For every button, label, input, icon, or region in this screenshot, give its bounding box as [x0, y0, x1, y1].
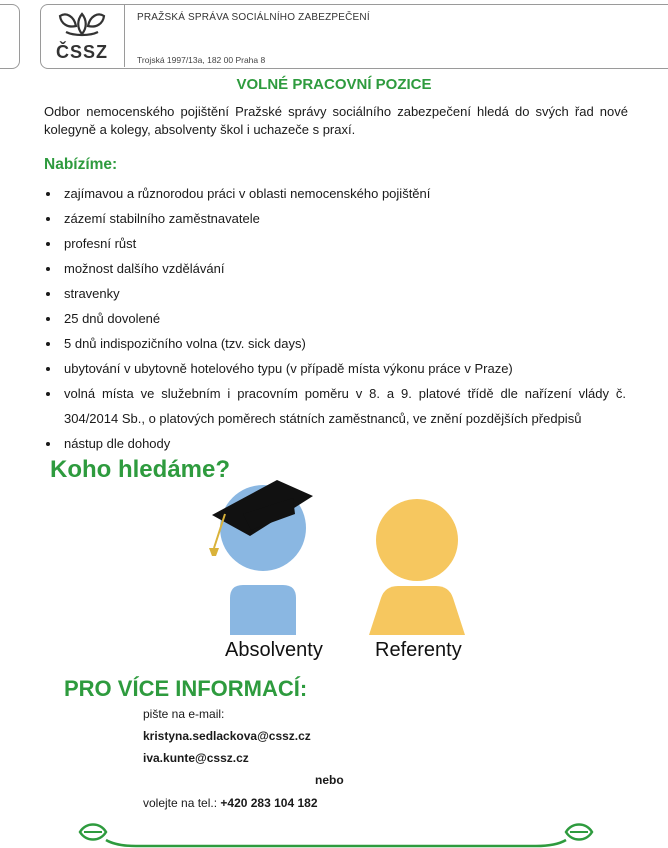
phone-number[interactable]: +420 283 104 182: [220, 796, 318, 810]
benefits-list: [44, 181, 626, 456]
footer-ornament: [76, 818, 596, 848]
email-link-2[interactable]: iva.kunte@cssz.cz: [143, 751, 249, 765]
referent-person-icon: [369, 499, 465, 635]
referents-label: Referenty: [375, 639, 462, 661]
list-item: nástup dle dohody: [44, 431, 626, 456]
people-illustration: [195, 470, 485, 635]
seeking-heading: Koho hledáme?: [50, 456, 231, 483]
logo-text: ČSSZ: [55, 42, 108, 62]
right-leaf-icon: [566, 825, 592, 840]
footer-line: [106, 840, 566, 846]
list-item: ubytování v ubytovně hotelového typu (v případě místa výkonu práce v Praze): [44, 356, 626, 381]
list-item: zajímavou a různorodou práci v oblasti nemocenského pojištění: [44, 181, 626, 206]
email-link-1[interactable]: kristyna.sedlackova@cssz.cz: [143, 729, 311, 743]
page-title: VOLNÉ PRACOVNÍ POZICE: [236, 76, 432, 93]
list-item: možnost dalšího vzdělávání: [44, 256, 626, 281]
list-item: 25 dnů dovolené: [44, 306, 626, 331]
list-item: volná místa ve služebním i pracovním poměru v 8. a 9. platové třídě dle nařízení vlády č. 304/2014 Sb., o platových poměrech státních zaměstnanců, ve znění pozdějších předpisů: [44, 381, 626, 431]
list-item: zázemí stabilního zaměstnavatele: [44, 206, 626, 231]
organization-address: Trojská 1997/13a, 182 00 Praha 8: [137, 55, 266, 65]
cssz-logo: [52, 10, 112, 64]
or-text: nebo: [315, 773, 344, 787]
list-item: 5 dnů indispozičního volna (tzv. sick days): [44, 331, 626, 356]
list-item: profesní růst: [44, 231, 626, 256]
phone-prompt: volejte na tel.:: [143, 796, 218, 810]
intro-paragraph: Odbor nemocenského pojištění Pražské správy sociálního zabezpečení hledá do svých řad nové kolegyně a kolegy, absolventy škol i uchazeče s praxí.: [44, 104, 628, 137]
header-divider: [124, 4, 125, 67]
email-prompt: pište na e-mail:: [143, 707, 225, 721]
organization-name: PRAŽSKÁ SPRÁVA SOCIÁLNÍHO ZABEZPEČENÍ: [137, 12, 370, 23]
header-left-frame: [0, 4, 20, 69]
phone-line: [143, 796, 318, 810]
left-leaf-icon: [80, 825, 106, 840]
graduates-label: Absolventy: [225, 639, 323, 661]
leaf-logo-icon: [52, 10, 112, 42]
list-item: stravenky: [44, 281, 626, 306]
offer-heading: Nabízíme:: [44, 156, 118, 173]
info-heading: PRO VÍCE INFORMACÍ:: [64, 676, 308, 701]
